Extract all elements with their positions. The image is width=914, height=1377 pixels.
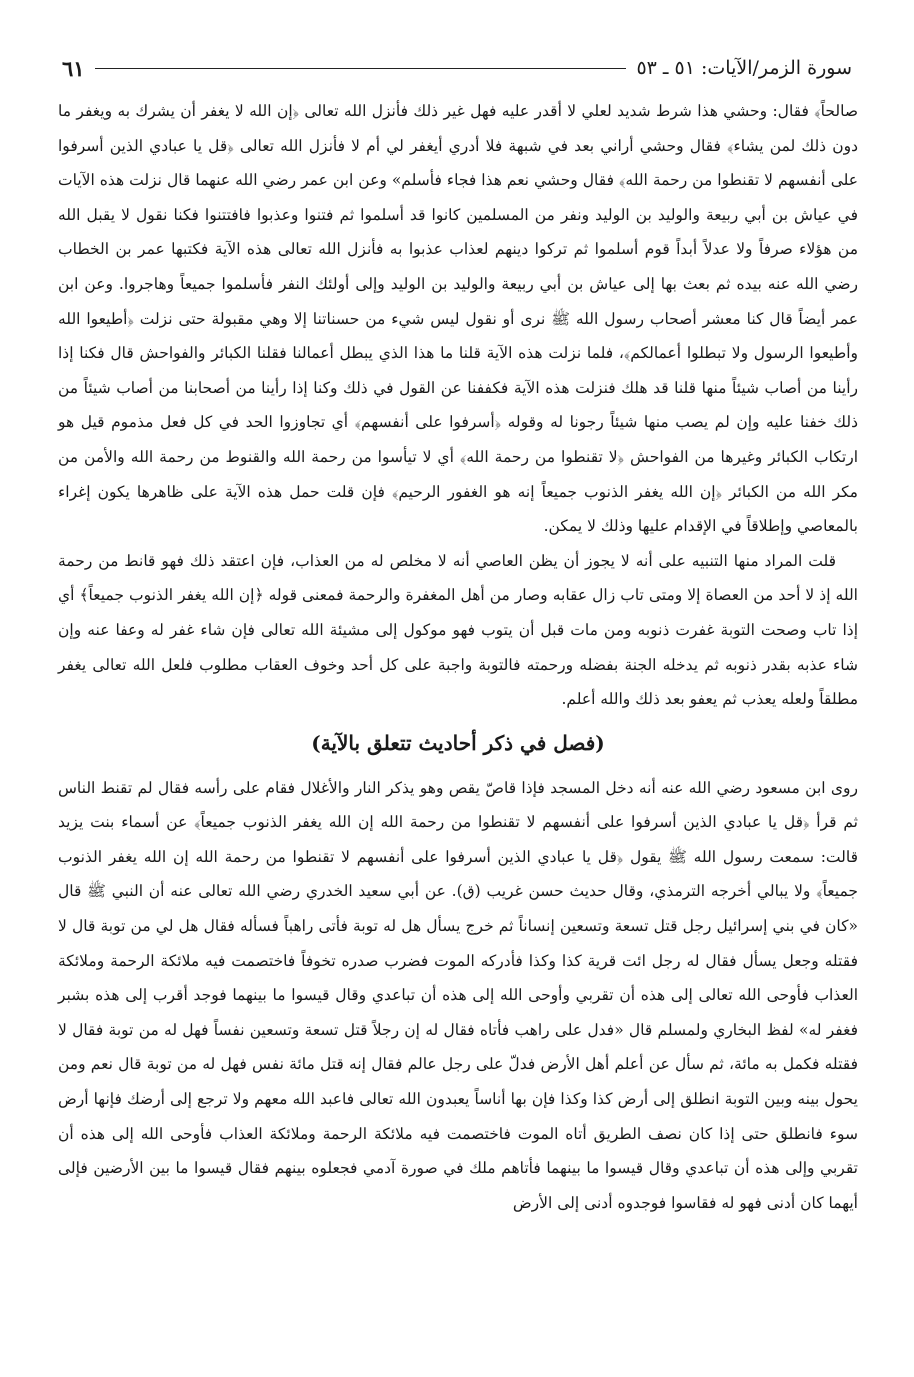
paragraph-2: قلت المراد منها التنبيه على أنه لا يجوز أن يظن العاصي أنه لا مخلص له من العذاب، فإن اعتقد ذلك فهو قانط من رحمة الله إذ لا أحد من العصاة إلا ومتى تاب زال عقابه وصار من أهل المغفرة والرحمة فمعنى قوله ﴿إن الله يغفر الذنوب جميعاً﴾ أي إذا تاب وصحت التوبة غفرت ذنوبه ومن مات قبل أن يتوب فهو موكول إلى مشيئة الله تعالى فإن شاء غفر له وعفا عنه وإن شاء عذبه بقدر ذنوبه ثم يدخله الجنة بفضله ورحمته فالتوبة واجبة على كل أحد وخوف العقاب مطلوب فلعل الله تعالى يغفر مطلقاً ولعله يعذب ثم يعفو بعد ذلك والله أعلم.	[58, 551, 858, 709]
paragraph-3: روى ابن مسعود رضي الله عنه أنه دخل المسجد فإذا قاصّ يقص وهو يذكر النار والأغلال فقام على رأسه فقال لم تقنط الناس ثم قرأ ﴿قل يا عبادي الذين أسرفوا على أنفسهم لا تقنطوا من رحمة الله إن الله يغفر الذنوب جميعاً﴾ عن أسماء بنت يزيد قالت: سمعت رسول الله ﷺ يقول ﴿قل يا عبادي الذين أسرفوا على أنفسهم لا تقنطوا من رحمة الله إن الله يغفر الذنوب جميعاً﴾ ولا يبالي أخرجه الترمذي، وقال حديث حسن غريب (ق). عن أبي سعيد الخدري رضي الله تعالى عنه أن النبي ﷺ قال «كان في بني إسرائيل رجل قتل تسعة وتسعين إنساناً ثم خرج يسأل هل له توبة فأتى راهباً فسأله فقال هل لي من توبة قال لا فقتله وجعل يسأل فقال له رجل ائت قرية كذا وكذا فأدركه الموت فضرب صدره تخوفاً فاختصمت فيه ملائكة الرحمة وملائكة العذاب فأوحى الله تعالى إلى هذه أن تقربي وأوحى الله إلى هذه أن تباعدي وقال قيسوا ما بينهما فوجد أقرب إلى هذه بشبر فغفر له» لفظ البخاري ولمسلم قال «فدل على راهب فأتاه فقال له إن رجلاً قتل تسعة وتسعين نفساً فهل له من توبة فقال لا فقتله فكمل به مائة، ثم سأل عن أعلم أهل الأرض فدلّ على رجل عالم فقال إنه قتل مائة نفس فهل له من توبة قال نعم ومن يحول بينه وبين التوبة انطلق إلى أرض كذا وكذا فإن بها أناساً يعبدون الله تعالى فاعبد الله معهم ولا ترجع إلى أرضك فإنها أرض سوء فانطلق حتى إذا كان نصف الطريق أتاه الموت فاختصمت فيه ملائكة الرحمة وملائكة العذاب فأوحى الله إلى هذه أن تقربي وإلى هذه أن تباعدي وقال قيسوا ما بينهما فأتاهم ملك في صورة آدمي فجعلوه بينهم فقال قيسوا ما بين الأرضين فإلى أيهما كان أدنى فهو له فقاسوا فوجدوه أدنى إلى الأرض	[58, 778, 858, 1212]
page-number: ٦١	[62, 55, 85, 81]
header-divider	[95, 68, 627, 69]
section-heading: (فصل في ذكر أحاديث تتعلق بالآية)	[311, 730, 605, 755]
paragraph-1: صالحاً﴾ فقال: وحشي هذا شرط شديد لعلي لا أقدر عليه فهل غير ذلك فأنزل الله تعالى ﴿إن الله لا يغفر أن يشرك به ويغفر ما دون ذلك لمن يشاء﴾ فقال وحشي أراني بعد في شبهة فلا أدري أيغفر لي أم لا فأنزل الله تعالى ﴿قل يا عبادي الذين أسرفوا على أنفسهم لا تقنطوا من رحمة الله﴾ فقال وحشي نعم هذا فجاء فأسلم» وعن ابن عمر رضي الله عنهما قال نزلت هذه الآيات في عياش بن أبي ربيعة والوليد بن الوليد ونفر من المسلمين كانوا قد أسلموا ثم فتنوا وعذبوا فافتتنوا فكنا نقول لا يقبل الله من هؤلاء صرفاً ولا عدلاً أبداً قوم أسلموا ثم تركوا دينهم لعذاب عذبوا به فأنزل الله تعالى هذه الآية فكتبها عمر بن الخطاب رضي الله عنه بيده ثم بعث بها إلى عياش بن أبي ربيعة والوليد بن الوليد وإلى أولئك النفر فأسلموا جميعاً وهاجروا. وعن ابن عمر أيضاً قال كنا معشر أصحاب رسول الله ﷺ نرى أو نقول ليس شيء من حسناتنا إلا وهي مقبولة حتى نزلت ﴿أطيعوا الله وأطيعوا الرسول ولا تبطلوا أعمالكم﴾، فلما نزلت هذه الآية قلنا ما هذا الذي يبطل أعمالنا فقلنا الكبائر والفواحش قال فكنا إذا رأينا من أصاب شيئاً منها قلنا قد هلك فنزلت هذه الآية فكففنا عن القول في ذلك وكنا إذا رأينا من أصحابنا من أصاب شيئاً من ذلك خفنا عليه وإن لم يصب منها شيئاً رجونا له وقوله ﴿أسرفوا على أنفسهم﴾ أي تجاوزوا الحد في كل فعل مذموم قيل هو ارتكاب الكبائر وغيرها من الفواحش ﴿لا تقنطوا من رحمة الله﴾ أي لا تيأسوا من رحمة الله والقنوط من رحمة الله والأمن من مكر الله من الكبائر ﴿إن الله يغفر الذنوب جميعاً إنه هو الغفور الرحيم﴾ فإن قلت حمل هذه الآية على ظاهرها يكون إغراء بالمعاصي وإطلاقاً في الإقدام عليها وذلك لا يمكن.	[58, 102, 858, 536]
running-header	[62, 48, 852, 88]
page-body	[58, 94, 858, 1220]
surah-title: سورة الزمر/الآيات: ٥١ ـ ٥٣	[636, 57, 852, 79]
